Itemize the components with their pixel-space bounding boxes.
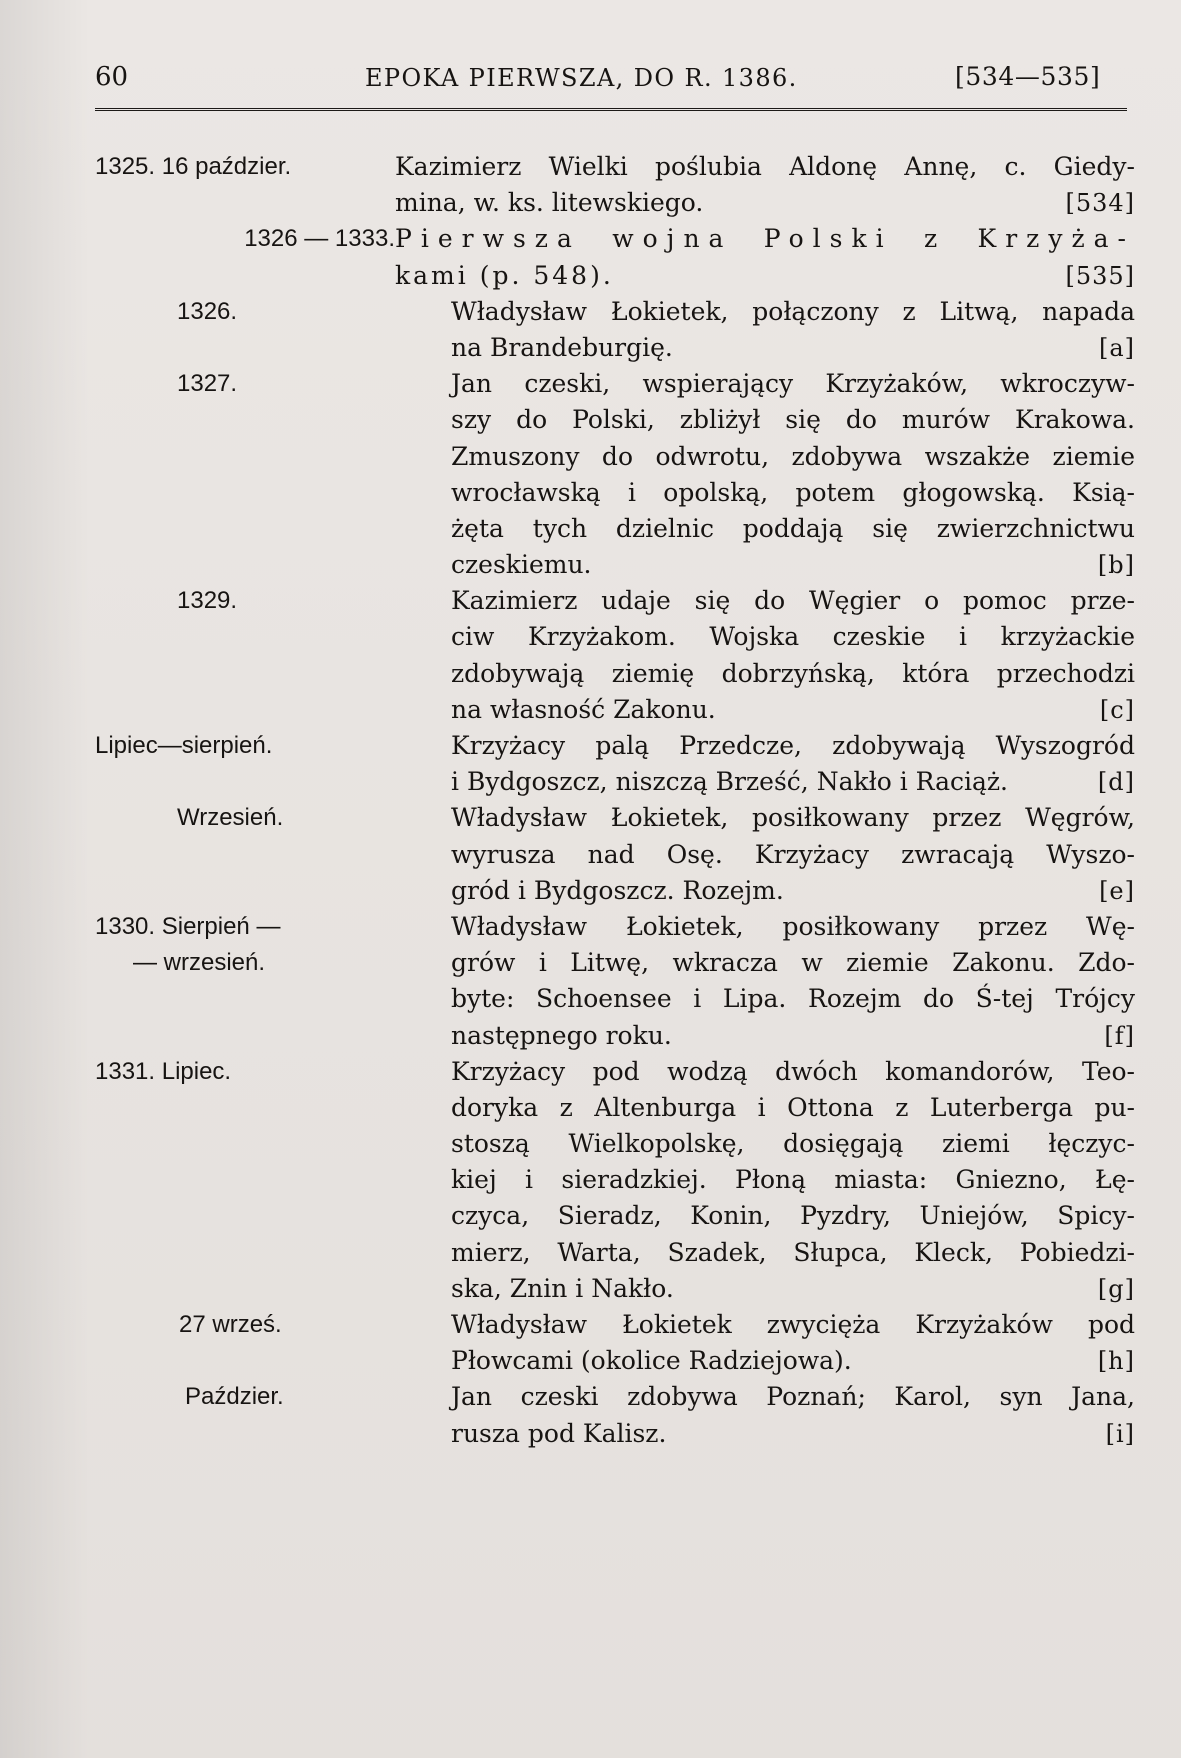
text-line: wrocławską i opolską, potem głogowską. Ksią-: [451, 477, 1135, 507]
text-line: byte: Schoensee i Lipa. Rozejm do Ś-tej Trójcy: [451, 984, 1135, 1014]
entry-date: [95, 1054, 395, 1090]
entry-text: [395, 1054, 1135, 1307]
text-line-last: [451, 1018, 1135, 1054]
text-line: mierz, Warta, Szadek, Słupca, Kleck, Pobiedzi-: [451, 1237, 1135, 1267]
entry-date: [95, 1307, 395, 1343]
text-line: Krzyżacy palą Przedcze, zdobywają Wyszogród: [451, 731, 1135, 760]
text-line: Zmuszony do odwrotu, zdobywa wszakże ziemie: [451, 441, 1135, 471]
text-line: Pierwsza wojna Polski z Krzyża-: [395, 224, 1135, 254]
entry-date: [95, 149, 395, 185]
chronology-list: [95, 149, 1135, 1452]
entry-date: [95, 1379, 395, 1415]
text-line: zdobywają ziemię dobrzyńską, która przechodzi: [451, 658, 1135, 688]
text-line: gród i Bydgoszcz. Rozejm.: [451, 875, 784, 905]
text-line: grów i Litwę, wkracza w ziemie Zakonu. Zdo-: [451, 948, 1135, 978]
date-line: Lipiec—sierpień.: [95, 732, 273, 759]
entry-ref: [b]: [1097, 551, 1135, 580]
entry-date: [95, 294, 395, 330]
text-line-last: [451, 547, 1135, 583]
entry-ref: [d]: [1097, 768, 1135, 797]
text-line: Jan czeski, wspierający Krzyżaków, wkroczyw-: [451, 369, 1135, 399]
text-line: następnego roku.: [451, 1020, 672, 1050]
chronology-entry: [95, 1054, 1135, 1307]
text-line: szy do Polski, zbliżył się do murów Krakowa.: [451, 405, 1135, 435]
date-line: Paździer.: [185, 1383, 284, 1411]
chronology-entry: [95, 728, 1135, 800]
text-line: kiej i sieradzkiej. Płoną miasta: Gniezno, Łę-: [451, 1165, 1135, 1195]
text-line: Władysław Łokietek zwycięża Krzyżaków pod: [451, 1310, 1135, 1339]
date-line: 1330. Sierpień —: [95, 912, 281, 940]
entry-ref: [c]: [1099, 695, 1135, 724]
chronology-entry: [95, 366, 1135, 583]
chronology-entry: [95, 149, 1135, 221]
text-line-last: [451, 330, 1135, 366]
entry-date: [95, 366, 395, 402]
text-line-last: [451, 692, 1135, 728]
entry-date: [95, 800, 395, 836]
text-line: czyca, Sieradz, Konin, Pyzdry, Uniejów, Spicy-: [451, 1201, 1135, 1231]
chronology-entry: [95, 294, 1135, 366]
date-line: 1327.: [177, 370, 238, 398]
chronology-entry: [95, 909, 1135, 1054]
date-line: 1326.: [177, 297, 238, 325]
entry-text: [395, 1307, 1135, 1379]
chronology-entry: [95, 800, 1135, 909]
text-line: na Brandeburgię.: [451, 332, 673, 362]
page-header: [95, 62, 1130, 110]
text-line: Kazimierz udaje się do Węgier o pomoc prze-: [451, 586, 1135, 616]
text-line: Władysław Łokietek, posiłkowany przez Wę-: [451, 911, 1135, 941]
text-line: Kazimierz Wielki poślubia Aldonę Annę, c. Giedy-: [395, 152, 1135, 181]
text-line: kami (p. 548).: [395, 260, 614, 290]
text-line: mina, w. ks. litewskiego.: [395, 188, 704, 218]
entry-text: [395, 221, 1135, 293]
text-line: Krzyżacy pod wodzą dwóch komandorów, Teo-: [451, 1056, 1135, 1086]
entry-text: [395, 909, 1135, 1054]
date-line: 27 wrześ.: [179, 1311, 282, 1338]
date-line: 1325. 16 paździer.: [95, 153, 292, 180]
entry-ref: [i]: [1105, 1419, 1135, 1448]
entry-text: [395, 1379, 1135, 1451]
chronology-entry: [95, 583, 1135, 728]
text-line: czeskiemu.: [451, 550, 592, 580]
text-line-last: [451, 873, 1135, 909]
text-line-last: [451, 1343, 1135, 1379]
entry-ref: [e]: [1099, 876, 1135, 905]
chronology-entry: [95, 221, 1135, 293]
text-line: i Bydgoszcz, niszczą Brześć, Nakło i Raciąż.: [451, 767, 1008, 797]
text-line: ska, Znin i Nakło.: [451, 1273, 674, 1303]
entry-ref: [534]: [1065, 189, 1135, 218]
chronology-entry: [95, 1307, 1135, 1379]
entry-text: [395, 366, 1135, 583]
text-line-last: [451, 1271, 1135, 1307]
entry-date: [95, 583, 395, 619]
text-line: Władysław Łokietek, połączony z Litwą, napada: [451, 296, 1135, 326]
text-line: żęta tych dzielnic poddają się zwierzchnictwu: [451, 513, 1135, 543]
entry-text: [395, 294, 1135, 366]
date-line: Wrzesień.: [177, 804, 284, 832]
text-line: Płowcami (okolice Radziejowa).: [451, 1346, 852, 1376]
date-line: 1329.: [177, 587, 238, 615]
text-line-last: [395, 258, 1135, 294]
text-line: Jan czeski zdobywa Poznań; Karol, syn Jana,: [451, 1382, 1135, 1412]
text-line: ciw Krzyżakom. Wojska czeskie i krzyżackie: [451, 622, 1135, 652]
entry-text: [395, 800, 1135, 909]
entry-date: [95, 728, 395, 764]
text-line-last: [451, 1416, 1135, 1452]
text-line: na własność Zakonu.: [451, 694, 716, 724]
chronology-entry: [95, 1379, 1135, 1451]
text-line: Władysław Łokietek, posiłkowany przez Węgrów,: [451, 803, 1135, 833]
entry-date: [95, 221, 395, 257]
entry-ref: [f]: [1104, 1021, 1135, 1050]
entry-text: [395, 728, 1135, 800]
section-range: [534—535]: [955, 62, 1101, 91]
text-line: wyrusza nad Osę. Krzyżacy zwracają Wyszo-: [451, 839, 1135, 869]
text-line: stoszą Wielkopolskę, dosięgają ziemi łęczyc-: [451, 1129, 1135, 1159]
entry-date: [95, 909, 395, 981]
running-title: EPOKA PIERWSZA, DO R. 1386.: [365, 64, 798, 92]
date-line: 1326 — 1333.: [244, 225, 395, 253]
text-line: rusza pod Kalisz.: [451, 1418, 667, 1448]
date-line: — wrzesień.: [133, 948, 266, 976]
entry-ref: [g]: [1097, 1274, 1135, 1303]
text-line-last: [395, 185, 1135, 221]
header-rule: [95, 108, 1127, 111]
entry-text: [395, 583, 1135, 728]
entry-ref: [a]: [1098, 333, 1135, 362]
text-line-last: [451, 764, 1135, 800]
entry-ref: [h]: [1097, 1347, 1135, 1376]
text-line: doryka z Altenburga i Ottona z Luterberga pu-: [451, 1092, 1135, 1122]
entry-ref: [535]: [1065, 261, 1135, 290]
date-line: 1331. Lipiec.: [95, 1057, 232, 1085]
entry-text: [395, 149, 1135, 221]
page-number: 60: [95, 62, 129, 92]
